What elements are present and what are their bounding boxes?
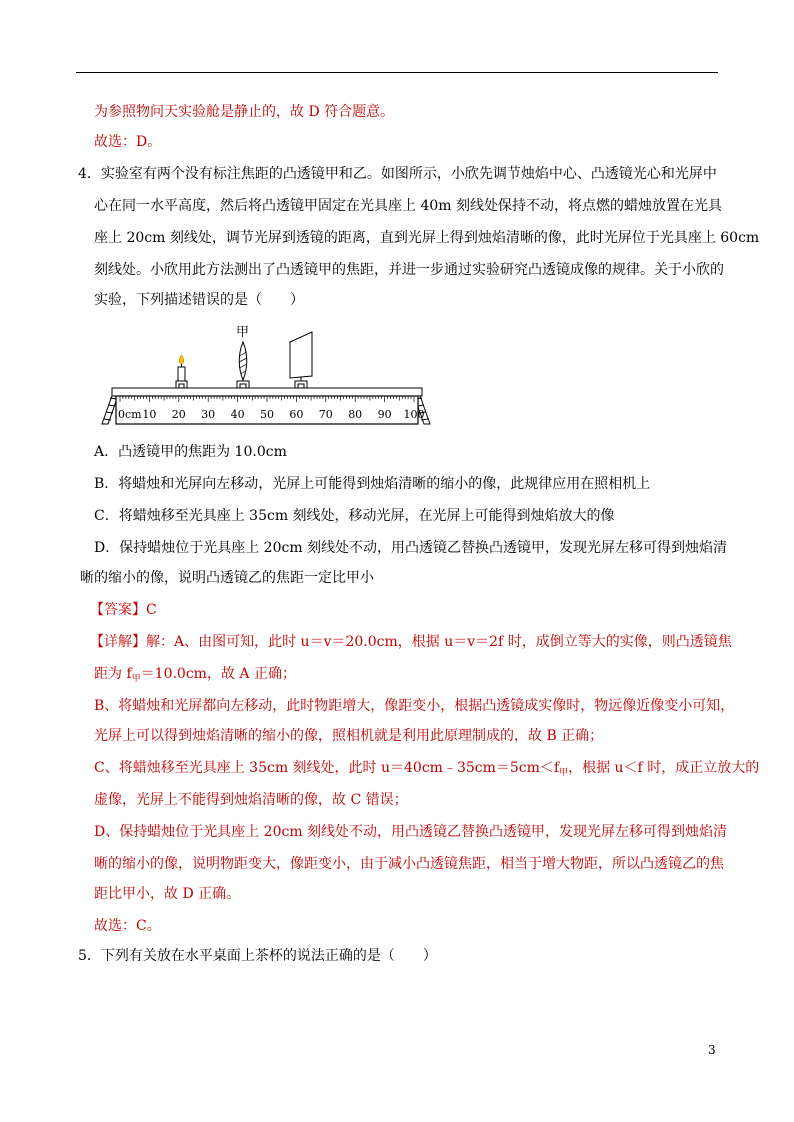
explanation-line: 为参照物问天实验舱是静止的，故 D 符合题意。 [94,104,395,120]
explanation-line: 光屏上可以得到烛焰清晰的缩小的像，照相机就是利用此原理制成的，故 B 正确； [94,728,604,744]
question-4-text: 座上 20cm 刻线处，调节光屏到透镜的距离，直到光屏上得到烛焰清晰的像，此时光屏位于光具座上 60cm [94,230,760,246]
bench-rail-top [112,388,422,396]
scale-label: 70 [318,408,333,421]
scale-label: 20 [171,408,186,421]
scale-label: 80 [348,408,363,421]
question-4-text: 刻线处。小欣用此方法测出了凸透镜甲的焦距，并进一步通过实验研究凸透镜成像的规律。关于小欣的 [94,262,724,278]
explanation-line [90,634,732,650]
explanation-line: 晰的缩小的像，说明物距变大，像距变小，由于减小凸透镜焦距，相当于增大物距，所以凸透镜乙的焦 [94,856,724,872]
scale-label: 50 [260,408,274,421]
option-d-cont: 晰的缩小的像，说明凸透镜乙的焦距一定比甲小 [80,570,374,586]
scale-label: 30 [201,408,216,421]
convex-lens-jia [237,342,249,388]
question-4-text: 心在同一水平高度，然后将凸透镜甲固定在光具座上 40m 刻线处保持不动，将点燃的蜡烛放置在光具 [94,198,722,214]
explanation-line [94,666,296,687]
subscript: 甲 [559,768,569,778]
option-d: D．保持蜡烛位于光具座上 20cm 刻线处不动，用凸透镜乙替换凸透镜甲，发现光屏左移可得到烛焰清 [94,540,728,556]
question-4-text: 实验，下列描述错误的是（ ） [94,292,304,308]
scale-label: 40 [230,408,245,421]
explanation-text: 距为 f [94,666,132,682]
scale-label: 10 [142,408,157,421]
question-4-text: 4．实验室有两个没有标注焦距的凸透镜甲和乙。如图所示，小欣先调节烛焰中心、凸透镜光心和光屏中 [78,166,717,182]
scale-label: 0cm [118,408,142,421]
explanation-text: ，根据 u＜f 时，成正立放大的 [568,760,760,776]
explanation-text: ＝10.0cm，故 A 正确； [140,666,296,682]
subscript: 甲 [131,674,141,684]
lens-label: 甲 [236,325,250,340]
explanation-line: B、将蜡烛和光屏都向左移动，此时物距增大，像距变小，根据凸透镜成实像时，物远像近像变小可知， [94,698,735,714]
light-screen [290,332,312,388]
scale-label: 100 [403,408,425,421]
answer-choice-line: 故选：D。 [94,134,162,150]
explanation-line [94,760,759,781]
option-c: C．将蜡烛移至光具座上 35cm 刻线处，移动光屏，在光屏上可能得到烛焰放大的像 [94,508,615,524]
explanation-text: 解：A、由图可知，此时 u＝v＝20.0cm，根据 u＝v＝2f 时，成倒立等大的实像，则凸透镜焦 [146,634,732,650]
scale-label: 90 [377,408,392,421]
option-b: B．将蜡烛和光屏向左移动，光屏上可能得到烛焰清晰的缩小的像，此规律应用在照相机上 [94,476,651,492]
candle [176,355,187,388]
answer-label: 【答案】C [90,602,157,618]
explanation-line: D、保持蜡烛位于光具座上 20cm 刻线处不动，用凸透镜乙替换凸透镜甲，发现光屏左移可得到烛焰清 [94,824,728,840]
detail-tag: 【详解】 [90,634,146,650]
explanation-text: C、将蜡烛移至光具座上 35cm 刻线处，此时 u＝40cm﹣35cm＝5cm＜f [94,760,560,776]
optical-bench-figure [96,320,436,428]
explanation-line: 距比甲小，故 D 正确。 [94,886,241,902]
scale-label: 60 [289,408,304,421]
question-5-text: 5．下列有关放在水平桌面上茶杯的说法正确的是（ ） [78,948,437,964]
explanation-line: 虚像，光屏上不能得到烛焰清晰的像，故 C 错误； [94,792,408,808]
answer-choice-line: 故选：C。 [94,918,161,934]
option-a: A．凸透镜甲的焦距为 10.0cm [94,444,287,460]
page-number: 3 [708,1043,716,1057]
header-rule [76,72,718,73]
